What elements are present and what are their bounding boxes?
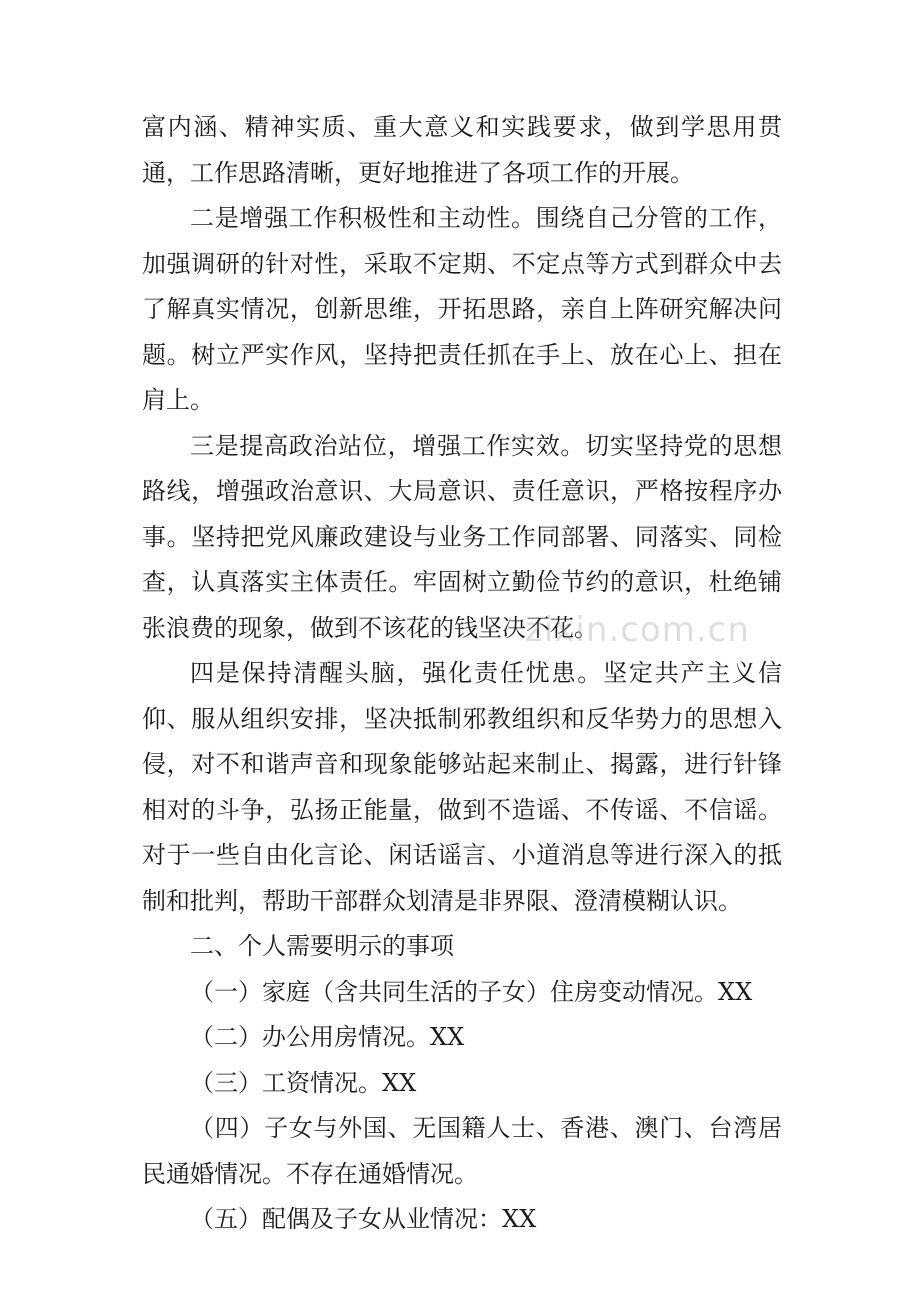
- list-item-marriage: （四）子女与外国、无国籍人士、香港、澳门、台湾居民通婚情况。不存在通婚情况。: [142, 1114, 782, 1188]
- paragraph-point-three: 三是提高政治站位，增强工作实效。切实坚持党的思想路线，增强政治意识、大局意识、责任意识，严格按程序办事。坚持把党风廉政建设与业务工作同部署、同落实、同检查，认真落实主体责任。牢固树立勤俭节约的意识，杜绝铺张浪费的现象，做到不该花的钱坚决不花。: [142, 431, 782, 642]
- paragraph-point-four: 四是保持清醒头脑，强化责任忧患。坚定共产主义信仰、服从组织安排，坚决抵制邪教组织和反华势力的思想入侵，对不和谐声音和现象能够站起来制止、揭露，进行针锋相对的斗争，弘扬正能量，做到不造谣、不传谣、不信谣。对于一些自由化言论、闲话谣言、小道消息等进行深入的抵制和批判，帮助干部群众划清是非界限、澄清模糊认识。: [142, 659, 782, 915]
- watermark: zixin.com.cn: [525, 610, 750, 650]
- list-item-employment: （五）配偶及子女从业情况：XX: [190, 1205, 537, 1233]
- section-heading-disclosure: 二、个人需要明示的事项: [190, 932, 454, 960]
- document-body: [142, 105, 782, 1243]
- paragraph-continuation: 富内涵、精神实质、重大意义和实践要求，做到学思用贯通，工作思路清晰，更好地推进了各项工作的开展。: [142, 113, 782, 187]
- list-item-salary: （三）工资情况。XX: [190, 1068, 417, 1097]
- list-item-housing: （一）家庭（含共同生活的子女）住房变动情况。XX: [190, 977, 753, 1006]
- paragraph-point-two: 二是增强工作积极性和主动性。围绕自己分管的工作，加强调研的针对性，采取不定期、不定点等方式到群众中去了解真实情况，创新思维，开拓思路，亲自上阵研究解决问题。树立严实作风，坚持把责任抓在手上、放在心上、担在肩上。: [142, 204, 782, 414]
- list-item-office: （二）办公用房情况。XX: [190, 1023, 465, 1051]
